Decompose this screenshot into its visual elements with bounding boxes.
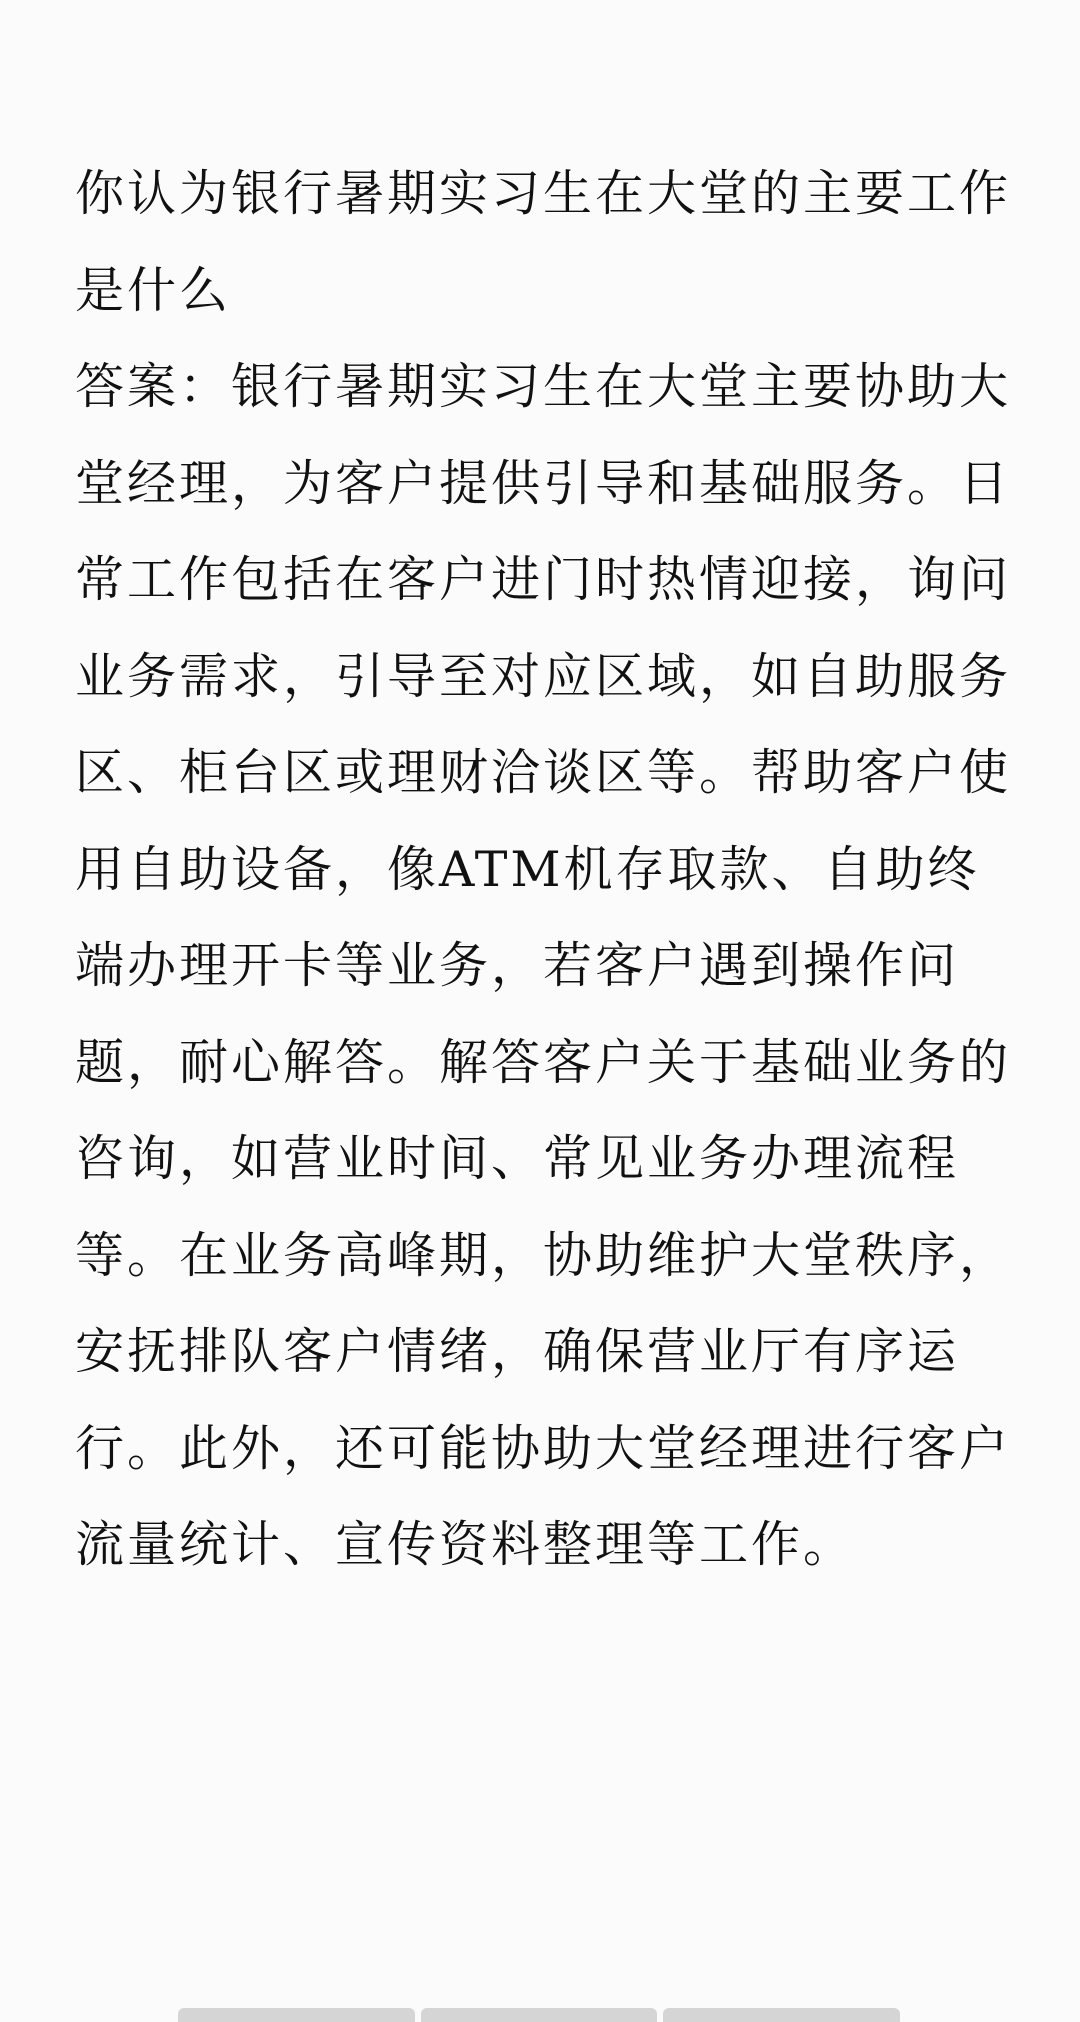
question-text: 你认为银行暑期实习生在大堂的主要工作是什么 (75, 165, 1012, 319)
page-indicator-segment (178, 2008, 415, 2022)
document-content (75, 146, 1015, 1594)
answer-label: 答案： (75, 358, 232, 415)
page-indicator-segment (663, 2008, 900, 2022)
answer-paragraph (75, 339, 1015, 1594)
page-indicator (178, 2008, 900, 2022)
answer-text: 银行暑期实习生在大堂主要协助大堂经理，为客户提供引导和基础服务。日常工作包括在客户进门时热情迎接，询问业务需求，引导至对应区域，如自助服务区、柜台区或理财洽谈区等。帮助客户使用自助设备，像ATM机存取款、自助终端办理开卡等业务，若客户遇到操作问题，耐心解答。解答客户关于基础业务的咨询，如营业时间、常见业务办理流程等。在业务高峰期，协助维护大堂秩序，安抚排队客户情绪，确保营业厅有序运行。此外，还可能协助大堂经理进行客户流量统计、宣传资料整理等工作。 (75, 358, 1012, 1573)
page-indicator-segment (421, 2008, 658, 2022)
